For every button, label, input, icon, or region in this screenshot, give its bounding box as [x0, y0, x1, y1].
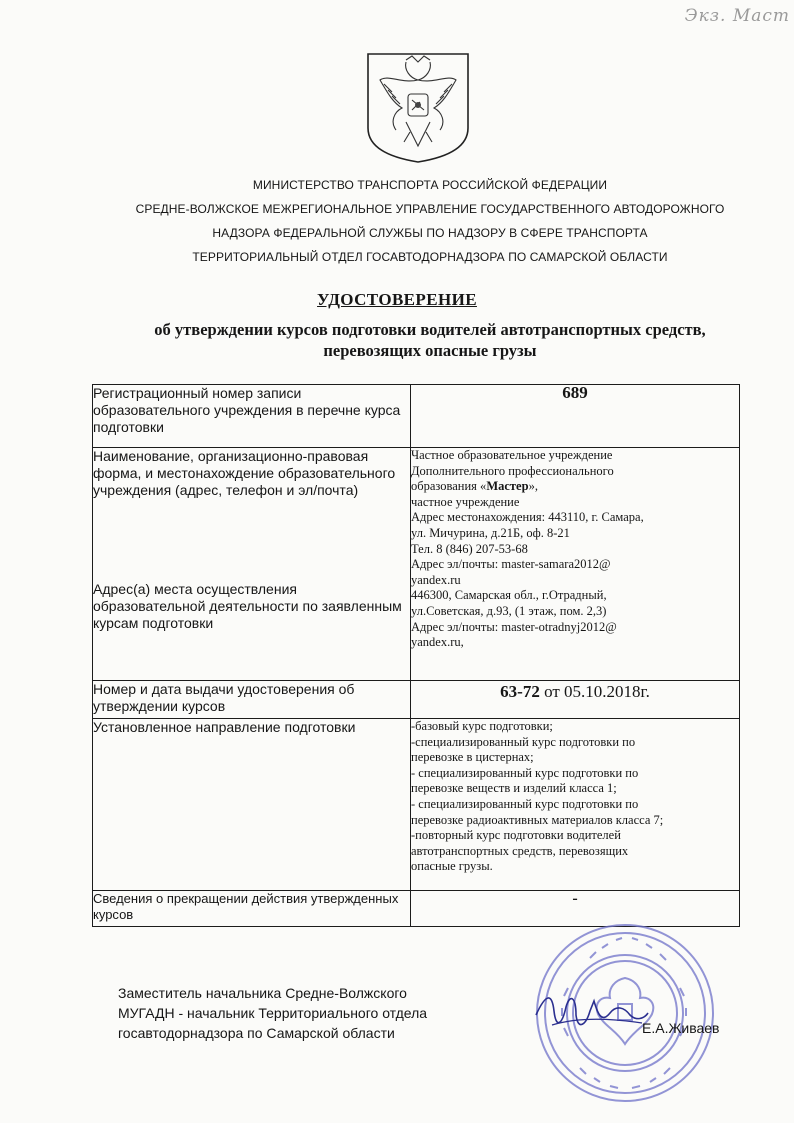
- registration-number-value: 689: [411, 385, 740, 448]
- certificate-number: 63-72: [500, 682, 540, 701]
- organization-label-cell: [93, 448, 411, 681]
- termination-value: -: [411, 891, 740, 927]
- certificate-number-label: Номер и дата выдачи удостоверения об утверждении курсов: [93, 681, 411, 719]
- signatory-line: Заместитель начальника Средне-Волжского: [118, 985, 407, 1001]
- handwritten-note: Экз. Маст: [684, 6, 790, 26]
- site-address-line: 446300, Самарская обл., г.Отрадный,: [411, 588, 607, 603]
- org-line: Частное образовательное учреждение: [411, 448, 613, 462]
- coat-of-arms-emblem: [362, 50, 474, 165]
- email-line: Адрес эл/почты: master-samara2012@: [411, 557, 611, 572]
- org-name: Мастер: [486, 479, 529, 494]
- site-email-line: Адрес эл/почты: master-otradnyj2012@: [411, 619, 617, 634]
- phone-number: Тел. 8 (846) 207-53-68: [411, 541, 528, 556]
- org-line: частное учреждение: [411, 494, 520, 509]
- termination-label: Сведения о прекращении действия утвержденных курсов: [93, 891, 411, 927]
- subtitle-line-2: перевозящих опасные грузы: [323, 341, 537, 360]
- table-row: [93, 385, 740, 448]
- organization-value-cell: [411, 448, 740, 681]
- table-row: [93, 448, 740, 681]
- site-address-line: ул.Советская, д.93, (1 этаж, пом. 2,3): [411, 603, 607, 618]
- department-name: ТЕРРИТОРИАЛЬНЫЙ ОТДЕЛ ГОСАВТОДОРНАДЗОРА ПО САМАРСКОЙ ОБЛАСТИ: [192, 250, 668, 264]
- handwritten-signature: [532, 985, 652, 1040]
- training-direction-list: [411, 719, 740, 891]
- certificate-table: [92, 384, 740, 927]
- list-item: опасные грузы.: [411, 859, 493, 874]
- signatory-name: Е.А.Живаев: [642, 1020, 720, 1036]
- subtitle-line-1: об утверждении курсов подготовки водителей автотранспортных средств,: [154, 320, 706, 339]
- list-item: перевозке радиоактивных материалов класса 7;: [411, 812, 664, 827]
- organization-label: Наименование, организационно-правовая форма, и местонахождение образовательного учреждения (адрес, телефон и эл/почта): [93, 448, 396, 498]
- signatory-line: МУГАДН - начальник Территориального отдела: [118, 1005, 428, 1021]
- registration-number-label: Регистрационный номер записи образовательного учреждения в перечне курса подготовки: [93, 385, 411, 448]
- document-title: УДОСТОВЕРЕНИЕ: [317, 290, 477, 309]
- ministry-name: МИНИСТЕРСТВО ТРАНСПОРТА РОССИЙСКОЙ ФЕДЕРАЦИИ: [252, 178, 608, 192]
- training-direction-label: Установленное направление подготовки: [93, 719, 411, 891]
- signatory-line: госавтодорнадзора по Самарской области: [118, 1025, 395, 1041]
- list-item: -специализированный курс подготовки по: [411, 734, 636, 749]
- org-form-text: образования «: [411, 479, 487, 494]
- training-site-label: Адрес(а) места осуществления образовательной деятельности по заявленным курсам подготовки: [93, 581, 402, 631]
- address-line: Адрес местонахождения: 443110, г. Самара,: [411, 510, 644, 525]
- authority-name-line2: НАДЗОРА ФЕДЕРАЛЬНОЙ СЛУЖБЫ ПО НАДЗОРУ В СФЕРЕ ТРАНСПОРТА: [212, 226, 648, 240]
- list-item: - специализированный курс подготовки по: [411, 765, 639, 780]
- certificate-number-cell: [411, 681, 740, 719]
- list-item: -повторный курс подготовки водителей: [411, 828, 621, 843]
- org-line: Дополнительного профессионального: [411, 463, 614, 478]
- list-item: автотранспортных средств, перевозящих: [411, 843, 629, 858]
- list-item: перевозке в цистернах;: [411, 750, 534, 765]
- list-item: -базовый курс подготовки;: [411, 719, 553, 733]
- list-item: - специализированный курс подготовки по: [411, 796, 639, 811]
- table-row: [93, 719, 740, 891]
- authority-name-line1: СРЕДНЕ-ВОЛЖСКОЕ МЕЖРЕГИОНАЛЬНОЕ УПРАВЛЕНИЕ ГОСУДАРСТВЕННОГО АВТОДОРОЖНОГО: [135, 202, 725, 216]
- table-row: [93, 681, 740, 719]
- list-item: перевозке веществ и изделий класса 1;: [411, 781, 617, 796]
- email-line: yandex.ru: [411, 572, 461, 587]
- org-line: [411, 479, 739, 495]
- certificate-date: от 05.10.2018г.: [539, 682, 650, 701]
- signatory-title: [118, 983, 427, 1043]
- site-email-line: yandex.ru,: [411, 635, 464, 650]
- address-line: ул. Мичурина, д.21Б, оф. 8-21: [411, 525, 570, 540]
- document-subtitle: [90, 319, 770, 361]
- org-form-suffix: »,: [528, 479, 538, 494]
